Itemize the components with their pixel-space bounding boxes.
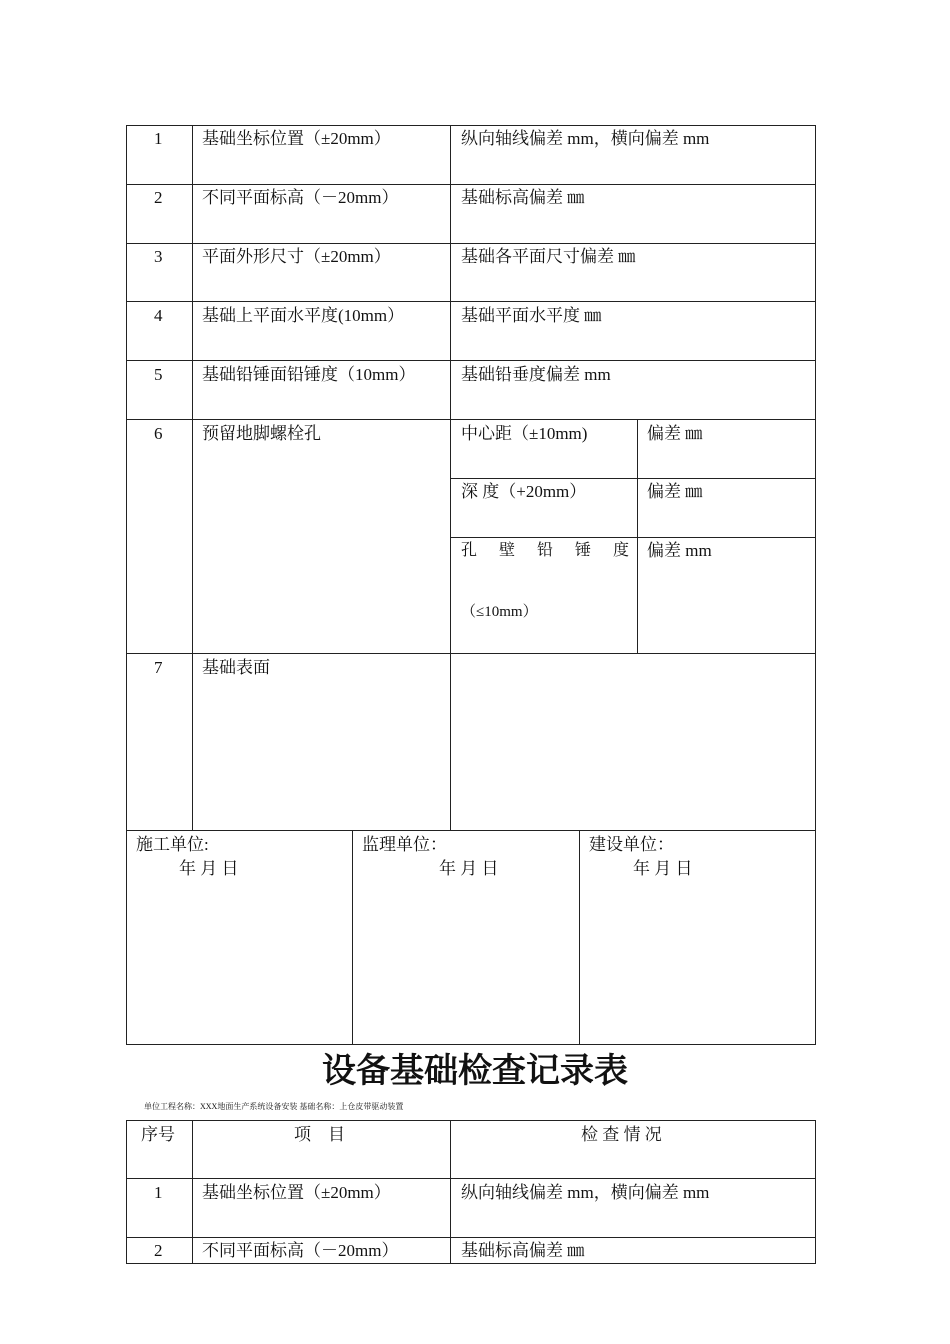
table-rule	[451, 537, 816, 538]
row-number: 4	[154, 306, 163, 325]
row-check: 基础各平面尺寸偏差 ㎜	[461, 247, 636, 266]
row-number: 3	[154, 247, 163, 266]
row-number: 2	[154, 188, 163, 207]
table-rule	[126, 1120, 127, 1264]
row-item: 基础上平面水平度(10mm）	[202, 306, 405, 325]
table-rule	[126, 653, 816, 654]
sub-item-label-spread	[461, 540, 629, 562]
row-number: 1	[154, 129, 163, 148]
header-item: 项 目	[294, 1125, 345, 1144]
row-check: 基础铅垂度偏差 mm	[461, 365, 611, 384]
table-rule	[450, 1120, 451, 1264]
row-item: 预留地脚螺栓孔	[202, 424, 321, 443]
row-check: 基础平面水平度 ㎜	[461, 306, 602, 325]
table-rule	[126, 1178, 816, 1179]
row-check: 基础标高偏差 ㎜	[461, 188, 585, 207]
sub-item-value: 偏差 ㎜	[647, 424, 703, 443]
row-item: 平面外形尺寸（±20mm）	[202, 247, 391, 266]
table-rule	[126, 184, 816, 185]
label-char: 锤	[574, 542, 591, 559]
table-rule	[126, 1120, 816, 1121]
table-rule	[126, 1237, 816, 1238]
signature-date: 年 月 日	[179, 859, 239, 878]
table-rule	[815, 125, 816, 1045]
sub-item-label: 中心距（±10mm)	[461, 424, 588, 443]
table-rule	[126, 125, 127, 1045]
row-check: 纵向轴线偏差 mm，横向偏差 mm	[461, 1183, 710, 1202]
row-item: 基础表面	[202, 658, 270, 677]
table-rule	[192, 125, 193, 830]
table-rule	[126, 301, 816, 302]
row-number: 6	[154, 424, 163, 443]
table-rule	[579, 830, 580, 1044]
table-rule	[126, 1263, 816, 1264]
row-item: 不同平面标高（－20mm）	[202, 188, 399, 207]
label-char: 壁	[498, 542, 515, 559]
row-item: 基础坐标位置（±20mm）	[202, 129, 391, 148]
signature-label-owner: 建设单位：	[589, 835, 674, 854]
row-number: 5	[154, 365, 163, 384]
table-rule	[126, 830, 816, 831]
label-char: 孔	[461, 542, 478, 559]
row-item: 不同平面标高（－20mm）	[202, 1241, 399, 1260]
table-rule	[192, 1120, 193, 1264]
sub-item-label-line2: （≤10mm）	[461, 604, 538, 620]
table-rule	[451, 478, 816, 479]
row-item: 基础铅锤面铅锤度（10mm）	[202, 365, 416, 384]
table-rule	[637, 419, 638, 653]
table-rule	[352, 830, 353, 1044]
header-number: 序号	[141, 1125, 175, 1144]
row-item: 基础坐标位置（±20mm）	[202, 1183, 391, 1202]
signature-date: 年 月 日	[439, 859, 499, 878]
row-number: 2	[154, 1241, 163, 1260]
table-rule	[126, 419, 816, 420]
form-subtitle: 单位工程名称：XXX地面生产系统设备安装 基础名称：上仓皮带驱动装置	[144, 1102, 404, 1111]
sub-item-label: 深 度（+20mm）	[461, 482, 587, 501]
table-rule	[126, 1044, 816, 1045]
form-title: 设备基础检查记录表	[322, 1051, 628, 1091]
row-check: 纵向轴线偏差 mm，横向偏差 mm	[461, 129, 710, 148]
label-char: 铅	[536, 542, 553, 559]
sub-item-value: 偏差 ㎜	[647, 482, 703, 501]
table-rule	[126, 243, 816, 244]
table-rule	[815, 1120, 816, 1264]
signature-label-construction: 施工单位:	[136, 835, 209, 854]
sub-item-value: 偏差 mm	[647, 541, 712, 560]
table-rule	[450, 125, 451, 830]
table-rule	[126, 360, 816, 361]
label-char: 度	[612, 542, 629, 559]
row-check: 基础标高偏差 ㎜	[461, 1241, 585, 1260]
signature-date: 年 月 日	[633, 859, 693, 878]
signature-label-supervision: 监理单位：	[362, 835, 447, 854]
row-number: 7	[154, 658, 163, 677]
row-number: 1	[154, 1183, 163, 1202]
table-rule	[126, 125, 816, 126]
header-check: 检 查 情 况	[581, 1125, 662, 1144]
